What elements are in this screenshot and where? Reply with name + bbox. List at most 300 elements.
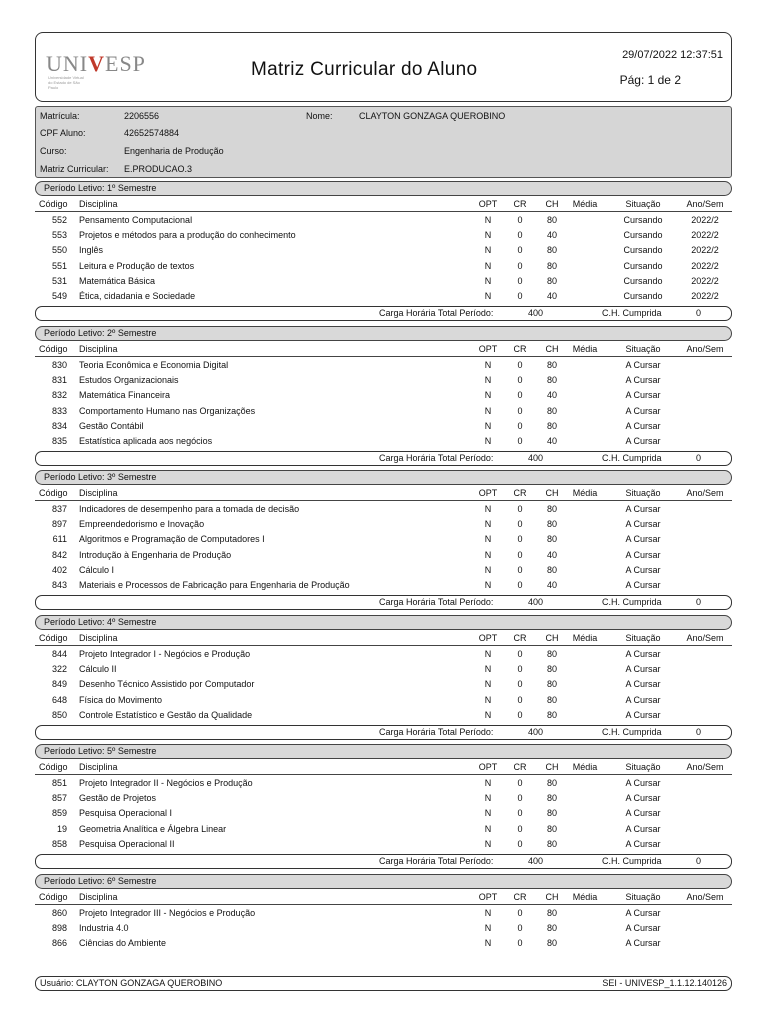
- cell-opt: N: [484, 679, 492, 690]
- period-header: Período Letivo: 3º Semestre: [35, 470, 732, 485]
- cell-opt: N: [484, 260, 492, 271]
- cell-cr: 0: [517, 694, 523, 705]
- cell-dis: Projeto Integrador I - Negócios e Produção: [79, 649, 251, 659]
- cell-cr: 0: [517, 649, 523, 659]
- cpf-value: 42652574884: [124, 128, 180, 138]
- table-row: [35, 709, 732, 724]
- cell-dis: Cálculo I: [79, 564, 115, 575]
- cell-opt: N: [484, 436, 492, 446]
- cell-cod: 858: [51, 838, 67, 849]
- column-header-cr: CR: [513, 762, 527, 772]
- cell-dis: Projetos e métodos para a produção do conhecimento: [79, 230, 296, 241]
- cell-ch: 40: [546, 291, 557, 301]
- cell-dis: Leitura e Produção de textos: [79, 260, 195, 271]
- cell-opt: N: [484, 580, 492, 590]
- cell-cr: 0: [517, 908, 523, 918]
- column-header-opt: OPT: [478, 199, 498, 209]
- period-header: Período Letivo: 4º Semestre: [35, 615, 732, 630]
- cell-cod: 842: [51, 549, 67, 560]
- cell-sit: A Cursar: [625, 838, 661, 849]
- matricula-label: Matrícula:: [40, 111, 80, 121]
- column-header-disciplina: Disciplina: [79, 344, 118, 354]
- cell-cod: 851: [51, 778, 67, 788]
- cell-dis: Estudos Organizacionais: [79, 375, 179, 386]
- cell-ch: 80: [546, 679, 557, 690]
- table-row: [35, 937, 732, 952]
- cell-ch: 80: [546, 504, 557, 514]
- table-row: [35, 229, 732, 244]
- total-value: 400: [528, 727, 544, 737]
- period-total-row: [35, 725, 732, 740]
- cell-ch: 80: [546, 275, 557, 286]
- cell-dis: Projeto Integrador II - Negócios e Produção: [79, 778, 253, 788]
- column-header-cr: CR: [513, 633, 527, 643]
- cumprida-value: 0: [696, 453, 702, 463]
- cell-cr: 0: [517, 823, 523, 834]
- cell-sit: A Cursar: [625, 709, 661, 720]
- cell-cod: 898: [51, 923, 67, 934]
- cell-opt: N: [484, 908, 492, 918]
- timestamp: 29/07/2022 12:37:51: [622, 49, 723, 61]
- cell-cr: 0: [517, 275, 523, 286]
- cell-dis: Introdução à Engenharia de Produção: [79, 549, 232, 560]
- column-header-situacao: Situação: [625, 892, 661, 902]
- column-header-cr: CR: [513, 488, 527, 498]
- cell-cod: 553: [51, 230, 67, 241]
- cell-sit: A Cursar: [625, 436, 661, 446]
- column-header-row: [35, 632, 732, 646]
- cell-sit: A Cursar: [625, 375, 661, 386]
- total-label: Carga Horária Total Período:: [379, 453, 494, 463]
- cell-ch: 80: [546, 694, 557, 705]
- cell-sit: A Cursar: [625, 390, 661, 401]
- cell-ch: 80: [546, 793, 557, 804]
- table-row: [35, 648, 732, 663]
- cell-cod: 19: [56, 823, 67, 834]
- column-header-ano: Ano/Sem: [686, 344, 724, 354]
- column-header-codigo: Código: [39, 488, 68, 498]
- cell-dis: Ciências do Ambiente: [79, 938, 167, 949]
- column-header-ano: Ano/Sem: [686, 633, 724, 643]
- cell-cr: 0: [517, 230, 523, 241]
- cell-dis: Geometria Analítica e Álgebra Linear: [79, 823, 227, 834]
- cell-cod: 833: [51, 405, 67, 416]
- cell-ch: 80: [546, 360, 557, 370]
- column-header-opt: OPT: [478, 633, 498, 643]
- cell-cod: 531: [51, 275, 67, 286]
- table-row: [35, 564, 732, 579]
- column-header-row: [35, 343, 732, 357]
- column-header-opt: OPT: [478, 762, 498, 772]
- cell-opt: N: [484, 564, 492, 575]
- cpf-label: CPF Aluno:: [40, 128, 86, 138]
- cumprida-label: C.H. Cumprida: [602, 308, 662, 318]
- cell-cr: 0: [517, 549, 523, 560]
- cell-cod: 850: [51, 709, 67, 720]
- cell-opt: N: [484, 360, 492, 370]
- cell-opt: N: [484, 275, 492, 286]
- cumprida-value: 0: [696, 856, 702, 866]
- cell-opt: N: [484, 519, 492, 530]
- column-header-ch: CH: [545, 633, 559, 643]
- column-header-ano: Ano/Sem: [686, 199, 724, 209]
- cell-opt: N: [484, 215, 492, 225]
- cell-sit: Cursando: [623, 245, 663, 256]
- column-header-codigo: Código: [39, 633, 68, 643]
- table-row: [35, 405, 732, 420]
- cell-cod: 859: [51, 808, 67, 819]
- period-header: Período Letivo: 2º Semestre: [35, 326, 732, 341]
- table-row: [35, 359, 732, 374]
- cell-ch: 80: [546, 709, 557, 720]
- cell-ch: 40: [546, 549, 557, 560]
- cell-dis: Cálculo II: [79, 664, 117, 675]
- table-row: [35, 389, 732, 404]
- table-row: [35, 290, 732, 305]
- cell-dis: Projeto Integrador III - Negócios e Produção: [79, 908, 256, 918]
- cell-sit: A Cursar: [625, 420, 661, 431]
- column-header-ch: CH: [545, 199, 559, 209]
- cell-sit: A Cursar: [625, 664, 661, 675]
- column-header-media: Média: [572, 762, 598, 772]
- cell-cr: 0: [517, 519, 523, 530]
- cell-cr: 0: [517, 664, 523, 675]
- page-title: Matriz Curricular do Aluno: [251, 59, 478, 80]
- column-header-opt: OPT: [478, 344, 498, 354]
- cell-ch: 40: [546, 580, 557, 590]
- period-total-row: [35, 854, 732, 869]
- cell-cod: 857: [51, 793, 67, 804]
- student-info-panel: [35, 106, 732, 178]
- cell-cr: 0: [517, 709, 523, 720]
- table-row: [35, 275, 732, 290]
- cell-dis: Pensamento Computacional: [79, 215, 193, 225]
- column-header-ch: CH: [545, 762, 559, 772]
- cell-cod: 860: [51, 908, 67, 918]
- period-total-row: [35, 595, 732, 610]
- column-header-media: Média: [572, 344, 598, 354]
- cell-dis: Algoritmos e Programação de Computadores I: [79, 534, 265, 545]
- column-header-cr: CR: [513, 199, 527, 209]
- cell-ano: 2022/2: [691, 275, 719, 286]
- table-row: [35, 777, 732, 792]
- cell-dis: Pesquisa Operacional II: [79, 838, 175, 849]
- cell-cod: 322: [51, 664, 67, 675]
- nome-value: CLAYTON GONZAGA QUEROBINO: [359, 111, 506, 121]
- cell-cr: 0: [517, 534, 523, 545]
- cell-ch: 80: [546, 245, 557, 256]
- table-row: [35, 503, 732, 518]
- column-header-media: Média: [572, 892, 598, 902]
- cell-ch: 80: [546, 938, 557, 949]
- cell-sit: A Cursar: [625, 823, 661, 834]
- page-number: Pág: 1 de 2: [619, 73, 681, 87]
- period-total-row: [35, 306, 732, 321]
- table-row: [35, 260, 732, 275]
- cell-cod: 551: [51, 260, 67, 271]
- column-header-media: Média: [572, 633, 598, 643]
- cell-cod: 866: [51, 938, 67, 949]
- column-header-cr: CR: [513, 892, 527, 902]
- table-row: [35, 579, 732, 594]
- cell-dis: Empreendedorismo e Inovação: [79, 519, 205, 530]
- cell-cod: 849: [51, 679, 67, 690]
- cell-ch: 80: [546, 519, 557, 530]
- cell-ano: 2022/2: [691, 230, 719, 241]
- cell-ch: 80: [546, 923, 557, 934]
- column-header-ch: CH: [545, 892, 559, 902]
- cell-cod: 843: [51, 580, 67, 590]
- column-header-codigo: Código: [39, 199, 68, 209]
- cell-opt: N: [484, 245, 492, 256]
- cell-ch: 80: [546, 405, 557, 416]
- cumprida-value: 0: [696, 597, 702, 607]
- table-row: [35, 823, 732, 838]
- nome-label: Nome:: [306, 111, 333, 121]
- cell-cr: 0: [517, 420, 523, 431]
- cell-cod: 897: [51, 519, 67, 530]
- cumprida-label: C.H. Cumprida: [602, 453, 662, 463]
- cell-sit: A Cursar: [625, 808, 661, 819]
- table-row: [35, 678, 732, 693]
- column-header-codigo: Código: [39, 344, 68, 354]
- column-header-situacao: Situação: [625, 633, 661, 643]
- cell-ch: 80: [546, 838, 557, 849]
- cell-sit: A Cursar: [625, 908, 661, 918]
- cumprida-value: 0: [696, 727, 702, 737]
- cell-sit: A Cursar: [625, 694, 661, 705]
- column-header-codigo: Código: [39, 892, 68, 902]
- cell-ano: 2022/2: [691, 291, 719, 301]
- cell-sit: A Cursar: [625, 793, 661, 804]
- table-row: [35, 374, 732, 389]
- total-label: Carga Horária Total Período:: [379, 856, 494, 866]
- table-row: [35, 244, 732, 259]
- cell-dis: Ética, cidadania e Sociedade: [79, 291, 196, 301]
- cell-opt: N: [484, 504, 492, 514]
- column-header-situacao: Situação: [625, 344, 661, 354]
- cell-dis: Teoria Econômica e Economia Digital: [79, 360, 229, 370]
- cell-cr: 0: [517, 245, 523, 256]
- cell-sit: A Cursar: [625, 519, 661, 530]
- curso-label: Curso:: [40, 146, 67, 156]
- cell-sit: A Cursar: [625, 360, 661, 370]
- univesp-logo: [46, 51, 146, 90]
- column-header-media: Média: [572, 488, 598, 498]
- curso-value: Engenharia de Produção: [124, 146, 224, 156]
- cell-opt: N: [484, 709, 492, 720]
- column-header-row: [35, 761, 732, 775]
- cell-cr: 0: [517, 375, 523, 386]
- total-label: Carga Horária Total Período:: [379, 727, 494, 737]
- footer-version: SEI - UNIVESP_1.1.12.140126: [602, 978, 727, 988]
- column-header-opt: OPT: [478, 892, 498, 902]
- column-header-disciplina: Disciplina: [79, 633, 118, 643]
- column-header-situacao: Situação: [625, 199, 661, 209]
- cell-opt: N: [484, 230, 492, 241]
- cell-cod: 830: [51, 360, 67, 370]
- cell-cr: 0: [517, 405, 523, 416]
- cell-cod: 834: [51, 420, 67, 431]
- cell-cr: 0: [517, 808, 523, 819]
- column-header-row: [35, 487, 732, 501]
- cell-dis: Materiais e Processos de Fabricação para Engenharia de Produção: [79, 580, 350, 590]
- cell-cr: 0: [517, 436, 523, 446]
- column-header-disciplina: Disciplina: [79, 892, 118, 902]
- cell-dis: Gestão Contábil: [79, 420, 144, 431]
- cell-sit: A Cursar: [625, 938, 661, 949]
- logo-wordmark: UNIVESP: [46, 51, 146, 76]
- cell-sit: A Cursar: [625, 778, 661, 788]
- cell-sit: A Cursar: [625, 564, 661, 575]
- column-header-ano: Ano/Sem: [686, 762, 724, 772]
- cell-cr: 0: [517, 838, 523, 849]
- column-header-row: [35, 891, 732, 905]
- logo-tagline: Universidade Virtual do Estado de São Paulo: [48, 75, 84, 90]
- cell-opt: N: [484, 291, 492, 301]
- cell-opt: N: [484, 808, 492, 819]
- total-value: 400: [528, 453, 544, 463]
- cell-ch: 80: [546, 823, 557, 834]
- table-row: [35, 922, 732, 937]
- cumprida-label: C.H. Cumprida: [602, 727, 662, 737]
- cell-dis: Comportamento Humano nas Organizações: [79, 405, 256, 416]
- cell-opt: N: [484, 420, 492, 431]
- cell-dis: Gestão de Projetos: [79, 793, 157, 804]
- cell-cr: 0: [517, 938, 523, 949]
- cell-cod: 831: [51, 375, 67, 386]
- cell-opt: N: [484, 823, 492, 834]
- table-row: [35, 807, 732, 822]
- cell-cr: 0: [517, 679, 523, 690]
- cell-cod: 835: [51, 436, 67, 446]
- total-label: Carga Horária Total Período:: [379, 308, 494, 318]
- cell-cr: 0: [517, 778, 523, 788]
- cell-sit: Cursando: [623, 215, 663, 225]
- cell-cod: 611: [52, 534, 67, 545]
- cell-ano: 2022/2: [691, 260, 719, 271]
- cell-opt: N: [484, 664, 492, 675]
- footer-user: Usuário: CLAYTON GONZAGA QUEROBINO: [40, 978, 223, 988]
- cell-sit: A Cursar: [625, 549, 661, 560]
- cell-opt: N: [484, 838, 492, 849]
- cell-ch: 80: [546, 564, 557, 575]
- cell-sit: Cursando: [623, 275, 663, 286]
- cell-sit: A Cursar: [625, 504, 661, 514]
- cell-sit: Cursando: [623, 260, 663, 271]
- table-row: [35, 694, 732, 709]
- document-header: [35, 32, 732, 102]
- cell-ch: 80: [546, 375, 557, 386]
- cumprida-value: 0: [696, 308, 702, 318]
- cell-opt: N: [484, 694, 492, 705]
- cell-opt: N: [484, 390, 492, 401]
- cell-ano: 2022/2: [691, 245, 719, 256]
- cell-ch: 80: [546, 534, 557, 545]
- column-header-ch: CH: [545, 488, 559, 498]
- cell-dis: Inglês: [79, 245, 104, 256]
- cumprida-label: C.H. Cumprida: [602, 856, 662, 866]
- cell-dis: Matemática Financeira: [79, 390, 171, 401]
- cell-cr: 0: [517, 923, 523, 934]
- cell-opt: N: [484, 649, 492, 659]
- cell-cod: 832: [51, 390, 67, 401]
- cell-sit: A Cursar: [625, 405, 661, 416]
- logo-v-mark: V: [88, 51, 105, 76]
- period-header: Período Letivo: 1º Semestre: [35, 181, 732, 196]
- cell-opt: N: [484, 375, 492, 386]
- cell-ch: 40: [546, 390, 557, 401]
- period-header: Período Letivo: 5º Semestre: [35, 744, 732, 759]
- cell-opt: N: [484, 534, 492, 545]
- cell-ch: 80: [546, 778, 557, 788]
- cell-cr: 0: [517, 564, 523, 575]
- cell-ano: 2022/2: [691, 215, 719, 225]
- table-row: [35, 663, 732, 678]
- column-header-ano: Ano/Sem: [686, 892, 724, 902]
- document-footer: [35, 976, 732, 991]
- column-header-disciplina: Disciplina: [79, 762, 118, 772]
- column-header-disciplina: Disciplina: [79, 488, 118, 498]
- cell-ch: 80: [546, 908, 557, 918]
- cell-opt: N: [484, 793, 492, 804]
- cell-ch: 80: [546, 420, 557, 431]
- cell-sit: A Cursar: [625, 534, 661, 545]
- cell-sit: Cursando: [623, 291, 663, 301]
- cell-cod: 549: [51, 291, 67, 301]
- matriz-value: E.PRODUCAO.3: [124, 164, 193, 174]
- cell-cr: 0: [517, 360, 523, 370]
- cell-ch: 40: [546, 230, 557, 241]
- cell-cod: 550: [51, 245, 67, 256]
- cell-sit: A Cursar: [625, 649, 661, 659]
- cell-dis: Pesquisa Operacional I: [79, 808, 173, 819]
- cell-opt: N: [484, 778, 492, 788]
- column-header-media: Média: [572, 199, 598, 209]
- cell-ch: 80: [546, 664, 557, 675]
- cell-cr: 0: [517, 215, 523, 225]
- cell-cr: 0: [517, 260, 523, 271]
- cell-ch: 80: [546, 260, 557, 271]
- cell-ch: 80: [546, 215, 557, 225]
- table-row: [35, 838, 732, 853]
- cell-cr: 0: [517, 504, 523, 514]
- cell-cr: 0: [517, 291, 523, 301]
- table-row: [35, 907, 732, 922]
- cell-opt: N: [484, 549, 492, 560]
- cell-dis: Indicadores de desempenho para a tomada de decisão: [79, 504, 300, 514]
- total-value: 400: [528, 597, 544, 607]
- table-row: [35, 792, 732, 807]
- column-header-opt: OPT: [478, 488, 498, 498]
- cell-ch: 80: [546, 649, 557, 659]
- column-header-ch: CH: [545, 344, 559, 354]
- cell-sit: A Cursar: [625, 580, 661, 590]
- table-row: [35, 420, 732, 435]
- matriz-label: Matriz Curricular:: [40, 164, 109, 174]
- column-header-row: [35, 198, 732, 212]
- cell-dis: Industria 4.0: [79, 923, 129, 934]
- column-header-situacao: Situação: [625, 762, 661, 772]
- total-value: 400: [528, 308, 544, 318]
- column-header-ano: Ano/Sem: [686, 488, 724, 498]
- cell-cod: 402: [51, 564, 67, 575]
- column-header-cr: CR: [513, 344, 527, 354]
- table-row: [35, 549, 732, 564]
- table-row: [35, 214, 732, 229]
- cell-dis: Matemática Básica: [79, 275, 156, 286]
- cell-dis: Estatística aplicada aos negócios: [79, 436, 213, 446]
